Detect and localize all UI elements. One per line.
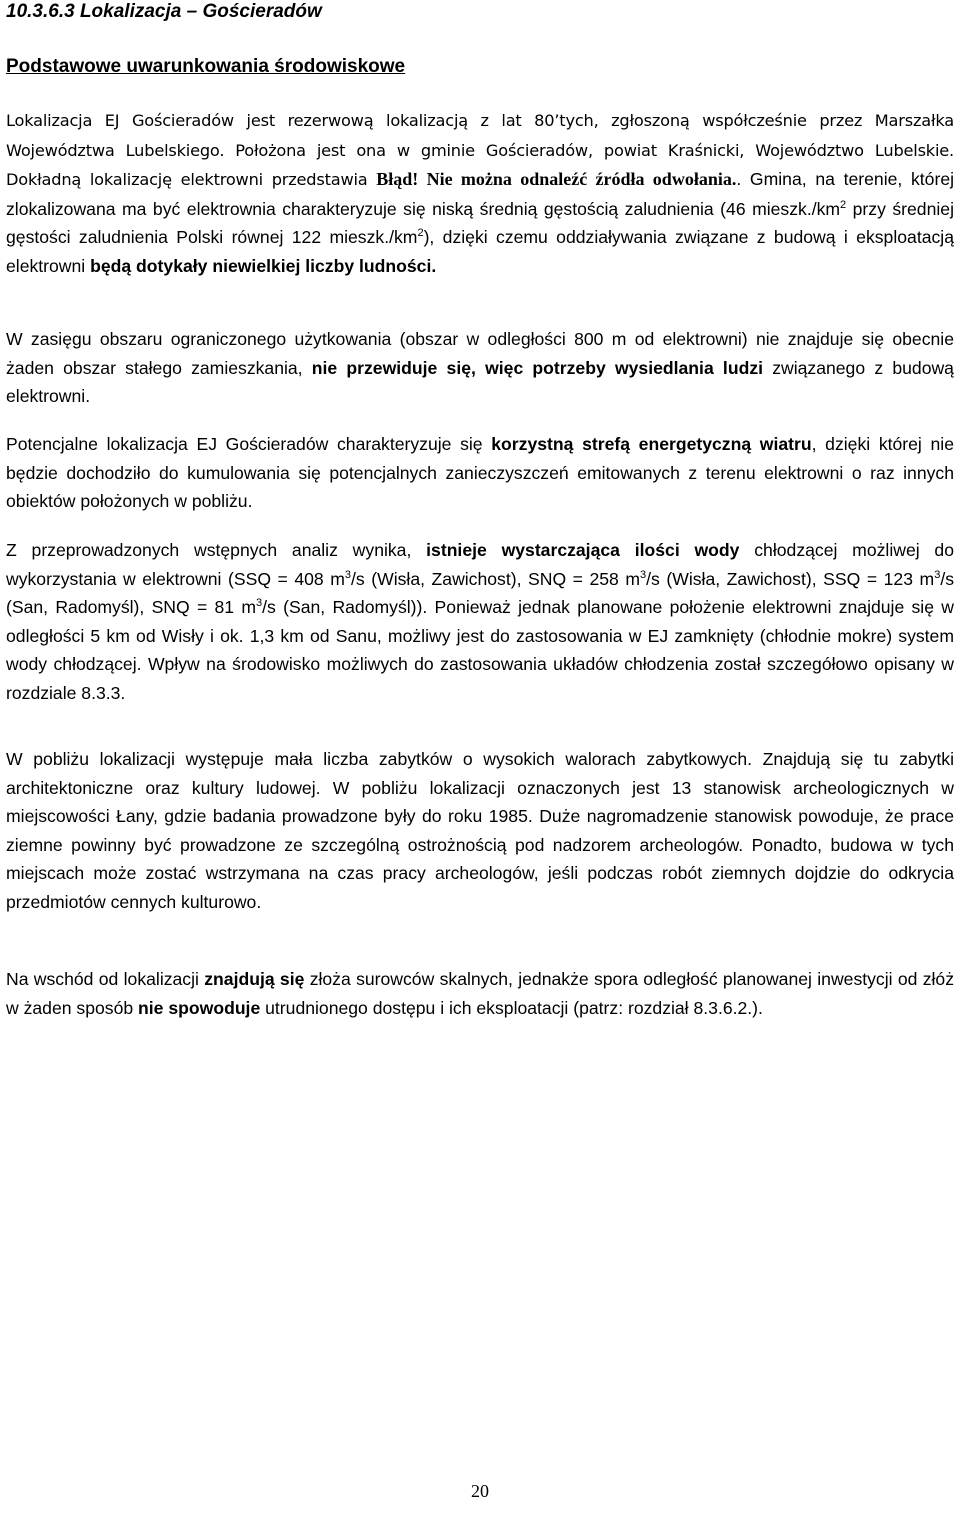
paragraph-monuments: W pobliżu lokalizacji występuje mała liczba zabytków o wysokich walorach zabytkowych. Znajdują się tu zabytki architektoniczne oraz kultury ludowej. W pobliżu lokalizacji oznaczonych jest 13 stanowisk archeologicznych w miejscowości Łany, gdzie badania prowadzone były do roku 1985. Duże nagromadzenie stanowisk powoduje, że prace ziemne powinny być prowadzone ze szczególną ostrożnością pod nadzorem archeologów. Ponadto, budowa w tych miejscach może zostać wstrzymana na czas pracy archeologów, jeśli podczas robót ziemnych dojdzie do odkrycia przedmiotów cennych kulturowo. bbox=[6, 749, 954, 912]
paragraph-restricted-area: W zasięgu obszaru ograniczonego użytkowania (obszar w odległości 800 m od elektrowni) nie znajduje się obecnie żaden obszar stałego zamieszkania, nie przewiduje się, więc potrzeby wysiedlania ludzi związanego z budową elektrowni. bbox=[6, 329, 954, 407]
page-number: 20 bbox=[471, 1481, 489, 1501]
reference-error: Błąd! Nie można odnaleźć źródła odwołania. bbox=[376, 169, 737, 190]
paragraph-rock-deposits: Na wschód od lokalizacji znajdują się złoża surowców skalnych, jednakże spora odległość planowanej inwestycji od złóż w żaden sposób nie spowoduje utrudnionego dostępu i ich eksploatacji (patrz: rozdział 8.3.6.2.). bbox=[6, 969, 955, 1018]
subsection-heading: Podstawowe uwarunkowania środowiskowe bbox=[6, 56, 406, 77]
paragraph-wind-zone: Potencjalne lokalizacja EJ Gościeradów charakteryzuje się korzystną strefą energetyczną wiatru, dzięki której nie będzie dochodziło do kumulowania się potencjalnych zanieczyszczeń emitowanych z terenu elektrowni o raz innych obiektów położonych w pobliżu. bbox=[6, 434, 954, 512]
section-heading: 10.3.6.3 Lokalizacja – Gościeradów bbox=[6, 1, 322, 22]
paragraph-cooling-water: Z przeprowadzonych wstępnych analiz wynika, istnieje wystarczająca ilości wody chłodzącej możliwej do wykorzystania w elektrowni (SSQ = 408 $m^3/s$ (Wisła, Zawichost), SNQ = 258 $m^3/s$ (Wisła, Zawichost), SSQ = 123 $m^3/s$ (San, Radomyśl), SNQ = 81 $m^3/s$ (San, Radomyśl)). Ponieważ jednak planowane położenie elektrowni znajduje się w odległości 5 km od Wisły i ok. 1,3 km od Sanu, możliwy jest do zastosowania w EJ zamknięty (chłodnie mokre) system wody chłodzącej. Wpływ na środowisko możliwych do zastosowania układów chłodzenia został szczegółowo opisany w rozdziale 8.3.3. bbox=[6, 540, 955, 703]
paragraph-location: Lokalizacja EJ Gościeradów jest rezerwową lokalizacją z lat 80’tych, zgłoszoną współcześnie przez Marszałka Województwa Lubelskiego. Położona jest ona w gminie Gościeradów, powiat Kraśnicki, Województwo Lubelskie. Dokładną lokalizację elektrowni przedstawia Błąd! Nie można odnaleźć źródła odwołania.. Gmina, na terenie, której zlokalizowana ma być elektrownia charakteryzuje się niską średnią gęstością zaludnienia (46 $mieszk./km^2$ przy średniej gęstości zaludnienia Polski równej 122 $mieszk./km^2$), dzięki czemu oddziaływania związane z budową i eksploatacją elektrowni będą dotykały niewielkiej liczby ludności. bbox=[6, 111, 955, 276]
